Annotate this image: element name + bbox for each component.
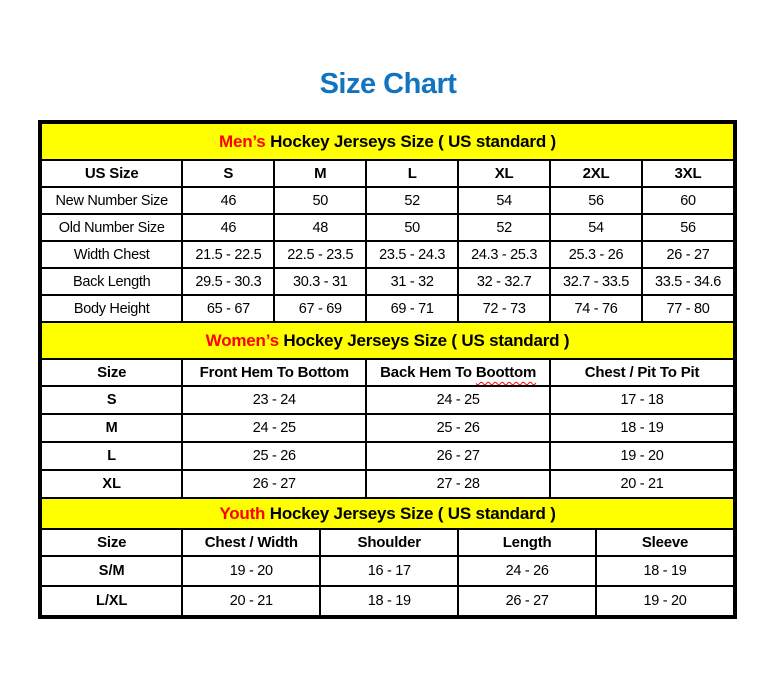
cell-value: 18 - 19 <box>550 414 734 442</box>
mens-col-header: XL <box>458 160 550 187</box>
cell-value: 77 - 80 <box>642 295 734 322</box>
cell-value: 52 <box>458 214 550 241</box>
cell-value: 72 - 73 <box>458 295 550 322</box>
size-label: L/XL <box>41 586 182 616</box>
row-label: Old Number Size <box>41 214 182 241</box>
mens-banner-rest: Hockey Jerseys Size ( US standard ) <box>265 131 556 151</box>
womens-col-header <box>366 359 550 386</box>
cell-value: 25 - 26 <box>366 414 550 442</box>
youth-banner <box>41 499 734 529</box>
table-row <box>41 586 734 616</box>
womens-col-header: Front Hem To Bottom <box>182 359 366 386</box>
row-label: New Number Size <box>41 187 182 214</box>
womens-header-row <box>41 359 734 386</box>
row-label: Width Chest <box>41 241 182 268</box>
cell-value: 30.3 - 31 <box>274 268 366 295</box>
cell-value: 27 - 28 <box>366 470 550 498</box>
cell-value: 24.3 - 25.3 <box>458 241 550 268</box>
cell-value: 48 <box>274 214 366 241</box>
cell-value: 17 - 18 <box>550 386 734 414</box>
cell-value: 19 - 20 <box>182 556 320 586</box>
cell-value: 69 - 71 <box>366 295 458 322</box>
youth-header-row <box>41 529 734 556</box>
womens-banner <box>41 323 734 359</box>
womens-col-header: Size <box>41 359 182 386</box>
cell-value: 46 <box>182 214 274 241</box>
cell-value: 74 - 76 <box>550 295 642 322</box>
size-chart-tables <box>38 120 737 619</box>
cell-value: 46 <box>182 187 274 214</box>
youth-size-table <box>40 499 735 617</box>
cell-value: 56 <box>550 187 642 214</box>
cell-value: 26 - 27 <box>182 470 366 498</box>
mens-size-table <box>40 122 735 323</box>
cell-value: 26 - 27 <box>458 586 596 616</box>
cell-value: 26 - 27 <box>642 241 734 268</box>
cell-value: 24 - 25 <box>182 414 366 442</box>
table-row <box>41 442 734 470</box>
table-row <box>41 295 734 322</box>
womens-size-table <box>40 323 735 499</box>
mens-col-header: S <box>182 160 274 187</box>
youth-col-header: Sleeve <box>596 529 734 556</box>
cell-value: 16 - 17 <box>320 556 458 586</box>
youth-banner-rest: Hockey Jerseys Size ( US standard ) <box>265 503 556 523</box>
page-title: Size Chart <box>319 68 457 100</box>
cell-value: 32 - 32.7 <box>458 268 550 295</box>
cell-value: 24 - 26 <box>458 556 596 586</box>
cell-value: 32.7 - 33.5 <box>550 268 642 295</box>
size-label: L <box>41 442 182 470</box>
cell-value: 54 <box>458 187 550 214</box>
size-label: S <box>41 386 182 414</box>
cell-value: 50 <box>366 214 458 241</box>
size-label: S/M <box>41 556 182 586</box>
table-row <box>41 268 734 295</box>
mens-banner-row <box>41 123 734 160</box>
mens-col-header: 2XL <box>550 160 642 187</box>
youth-col-header: Shoulder <box>320 529 458 556</box>
cell-value: 19 - 20 <box>596 586 734 616</box>
mens-banner-highlight: Men’s <box>219 131 266 151</box>
row-label: Body Height <box>41 295 182 322</box>
table-row <box>41 214 734 241</box>
youth-col-header: Chest / Width <box>182 529 320 556</box>
womens-banner-row <box>41 323 734 359</box>
womens-col-header: Chest / Pit To Pit <box>550 359 734 386</box>
cell-value: 60 <box>642 187 734 214</box>
row-label: Back Length <box>41 268 182 295</box>
mens-col-header: 3XL <box>642 160 734 187</box>
mens-header-row <box>41 160 734 187</box>
cell-value: 52 <box>366 187 458 214</box>
cell-value: 18 - 19 <box>596 556 734 586</box>
table-row <box>41 414 734 442</box>
cell-value: 23 - 24 <box>182 386 366 414</box>
youth-banner-highlight: Youth <box>219 503 266 523</box>
mens-banner <box>41 123 734 160</box>
cell-value: 19 - 20 <box>550 442 734 470</box>
table-row <box>41 470 734 498</box>
cell-value: 31 - 32 <box>366 268 458 295</box>
cell-value: 65 - 67 <box>182 295 274 322</box>
cell-value: 24 - 25 <box>366 386 550 414</box>
cell-value: 56 <box>642 214 734 241</box>
mens-col-header: L <box>366 160 458 187</box>
cell-value: 25.3 - 26 <box>550 241 642 268</box>
cell-value: 21.5 - 22.5 <box>182 241 274 268</box>
cell-value: 50 <box>274 187 366 214</box>
cell-value: 20 - 21 <box>550 470 734 498</box>
cell-value: 20 - 21 <box>182 586 320 616</box>
table-row <box>41 386 734 414</box>
cell-value: 67 - 69 <box>274 295 366 322</box>
youth-col-header: Size <box>41 529 182 556</box>
cell-value: 26 - 27 <box>366 442 550 470</box>
cell-value: 23.5 - 24.3 <box>366 241 458 268</box>
cell-value: 29.5 - 30.3 <box>182 268 274 295</box>
mens-col-header: US Size <box>41 160 182 187</box>
misspelled-word: Boottom <box>475 364 537 381</box>
youth-banner-row <box>41 499 734 529</box>
womens-banner-highlight: Women’s <box>205 330 279 350</box>
size-label: XL <box>41 470 182 498</box>
back-hem-prefix: Back Hem To <box>380 364 476 381</box>
table-row <box>41 241 734 268</box>
cell-value: 33.5 - 34.6 <box>642 268 734 295</box>
mens-col-header: M <box>274 160 366 187</box>
table-row <box>41 187 734 214</box>
youth-col-header: Length <box>458 529 596 556</box>
table-row <box>41 556 734 586</box>
cell-value: 18 - 19 <box>320 586 458 616</box>
size-label: M <box>41 414 182 442</box>
cell-value: 54 <box>550 214 642 241</box>
cell-value: 22.5 - 23.5 <box>274 241 366 268</box>
cell-value: 25 - 26 <box>182 442 366 470</box>
womens-banner-rest: Hockey Jerseys Size ( US standard ) <box>278 330 570 350</box>
